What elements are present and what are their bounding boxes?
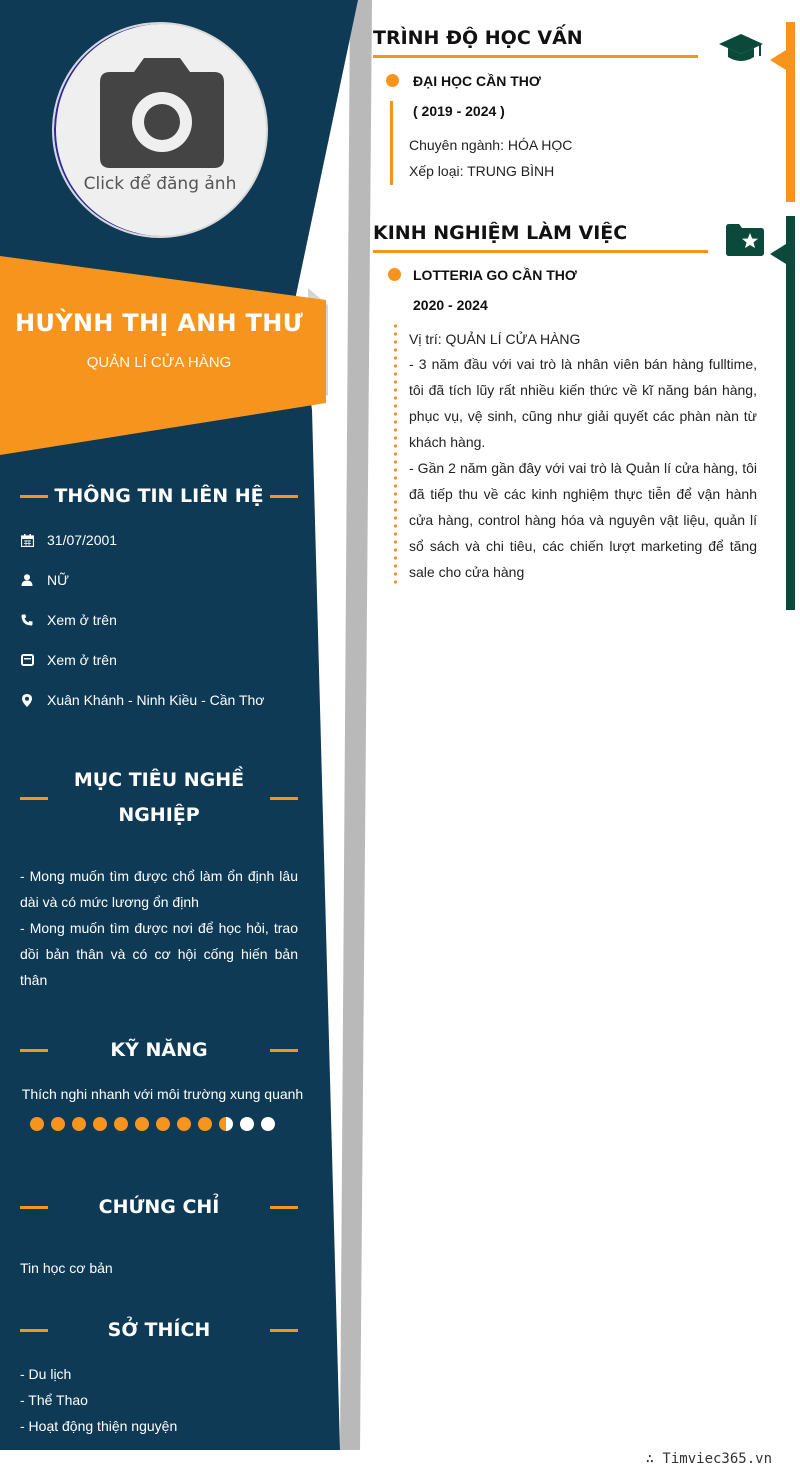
skills-heading: KỸ NĂNG [20,1033,298,1068]
person-icon [20,573,34,587]
contact-address: Xuân Khánh - Ninh Kiều - Cần Thơ [20,692,265,708]
email-icon [20,653,34,667]
skill-dot [219,1117,233,1131]
skill-dot [30,1117,44,1131]
hobby-item: - Du lịch [20,1366,72,1382]
education-timeline [390,101,393,185]
skill-dot [240,1117,254,1131]
phone-icon [20,613,34,627]
skill-dot [156,1117,170,1131]
avatar-upload[interactable] [52,22,268,238]
skill-dot [261,1117,275,1131]
experience-underline [373,250,708,253]
skill-rating [30,1117,275,1131]
education-heading: TRÌNH ĐỘ HỌC VẤN [373,27,583,49]
skill-dot [51,1117,65,1131]
school-name: ĐẠI HỌC CẦN THƠ [413,73,541,89]
certificate-item: Tin học cơ bản [20,1260,113,1276]
skill-dot [135,1117,149,1131]
education-rank: Xếp loại: TRUNG BÌNH [409,163,555,179]
camera-icon [98,58,226,170]
sidebar [0,0,330,1450]
avatar-caption: Click để đăng ảnh [83,174,237,194]
experience-description: - 3 năm đầu với vai trò là nhân viên bán hàng fulltime, tôi đã tích lũy rất nhiều kiến thức về kĩ năng bán hàng, phục vụ, vệ sinh, cũng như giải quyết các phàn nàn từ khách hàng. - Gần 2 năm gần đây với vai trò là Quản lí cửa hàng, tôi đã tiếp thu về các kinh nghiệm thực tiễn để vận hành cửa hàng, control hàng hóa và nguyên vật liệu, quản lí sổ sách và chi tiêu, các chiến lượt marketing để tăng sale cho cửa hàng [409,356,757,580]
education-major: Chuyên ngành: HÓA HỌC [409,137,573,153]
certificates-heading: CHỨNG CHỈ [20,1190,298,1225]
experience-heading: KINH NGHIỆM LÀM VIỆC [373,222,628,244]
hobbies-heading: SỞ THÍCH [20,1313,298,1348]
hobbies-list [20,1361,298,1439]
company-name: LOTTERIA GO CẦN THƠ [413,267,577,283]
location-icon [20,693,34,707]
folder-star-icon [726,223,764,256]
skill-dot [114,1117,128,1131]
experience-timeline [394,322,397,584]
skill-dot [93,1117,107,1131]
hobby-item: - Hoạt động thiện nguyện [20,1418,178,1434]
job-title: QUẢN LÍ CỬA HÀNG [86,354,232,371]
contact-email: Xem ở trên [20,652,117,668]
contact-heading: THÔNG TIN LIÊN HỆ [20,479,298,514]
contact-birthday: 31/07/2001 [20,532,117,548]
education-period: ( 2019 - 2024 ) [413,103,505,119]
experience-period: 2020 - 2024 [413,297,488,313]
skill-dot [72,1117,86,1131]
skill-dot [198,1117,212,1131]
skill-dot [177,1117,191,1131]
education-bullet [386,74,399,87]
education-underline [373,55,698,58]
calendar-icon [20,533,34,547]
experience-bullet [388,268,401,281]
experience-position: Vị trí: QUẢN LÍ CỬA HÀNG [409,331,581,347]
objective-heading: MỤC TIÊU NGHỀ NGHIỆP [20,763,298,833]
contact-gender: NỮ [20,572,69,588]
full-name: HUỲNH THỊ ANH THƯ [15,309,303,337]
contact-phone: Xem ở trên [20,612,117,628]
watermark: ∴ Timviec365.vn [645,1451,772,1467]
graduation-cap-icon [719,32,763,64]
objective-text: - Mong muốn tìm được chổ làm ổn định lâu dài và có mức lương ổn định - Mong muốn tìm được nơi để học hỏi, trao dồi bản thân và có cơ hội cống hiến bản thân [20,868,298,988]
hobby-item: - Thể Thao [20,1392,88,1408]
skill-name: Thích nghi nhanh với môi trường xung quanh [21,1086,304,1102]
